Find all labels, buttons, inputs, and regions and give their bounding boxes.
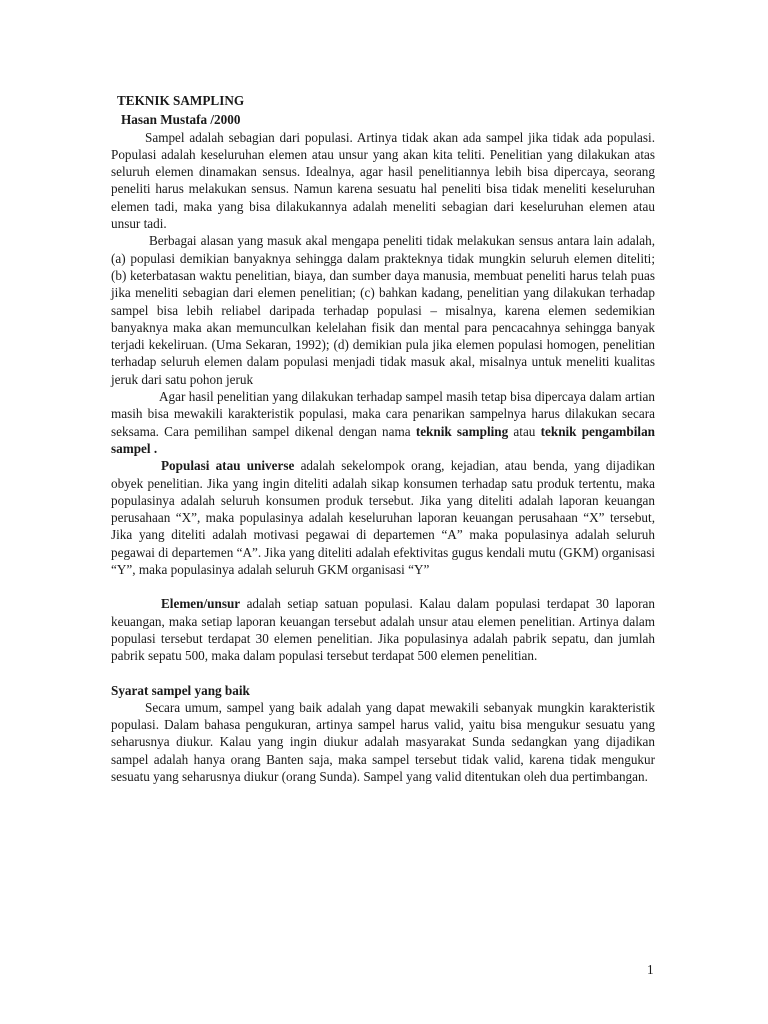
term-elemen-unsur: Elemen/unsur — [161, 596, 241, 612]
document-body — [111, 92, 655, 785]
term-populasi: Populasi atau universe — [161, 458, 295, 474]
paragraph-good-sample: Secara umum, sampel yang baik adalah yang dapat mewakili sebanyak mungkin karakteristik populasi. Dalam bahasa pengukuran, artinya sampel harus valid, yaitu bisa mengukur sesuatu yang seharusnya diukur. Kalau yang ingin diukur adalah masyarakat Sunda sedangkan yang dijadikan sampel adalah hanya orang Banten saja, maka sampel tersebut tidak valid, karena tidak mengukur sesuatu yang seharusnya diukur (orang Sunda). Sampel yang valid ditentukan oleh dua pertimbangan. — [111, 699, 655, 784]
section-heading: Syarat sampel yang baik — [111, 682, 250, 698]
paragraph-population — [111, 457, 655, 578]
term-teknik-sampling: teknik sampling — [415, 423, 509, 439]
page-number: 1 — [647, 962, 654, 977]
paragraph-gap — [111, 578, 655, 595]
paragraph-sampling-technique — [111, 388, 655, 457]
paragraph-text: Agar hasil penelitian yang dilakukan terhadap sampel masih tetap bisa dipercaya dalam artian masih bisa mewakili karakteristik populasi, maka cara penarikan sampelnya harus dilakukan secara seksama. Cara pemilihan sampel dikenal dengan nama — [111, 389, 655, 439]
document-author: Hasan Mustafa /2000 — [121, 112, 241, 128]
paragraph-gap — [111, 665, 655, 682]
paragraph-reasons: Berbagai alasan yang masuk akal mengapa peneliti tidak melakukan sensus antara lain adalah,(a) populasi demikian banyaknya sehingga dalam prakteknya tidak mungkin seluruh elemen diteliti; (b) keterbatasan waktu penelitian, biaya, dan sumber daya manusia, membuat peneliti harus telah puas jika meneliti sebagian dari elemen penelitian; (c) bahkan kadang, penelitian yang dilakukan terhadap sampel bisa lebih reliabel daripada terhadap populasi – misalnya, karena elemen sedemikian banyaknya maka akan memunculkan kelelahan fisik dan mental para pencacahnya sehingga banyak terjadi kekeliruan. (Uma Sekaran, 1992); (d) demikian pula jika elemen populasi homogen, penelitian terhadap seluruh elemen dalam populasi menjadi tidak masuk akal, misalnya untuk meneliti kualitas jeruk dari satu pohon jeruk — [111, 233, 655, 387]
paragraph-text: atau — [508, 423, 541, 439]
paragraph-intro: Sampel adalah sebagian dari populasi. Artinya tidak akan ada sampel jika tidak ada populasi. Populasi adalah keseluruhan elemen atau unsur yang akan kita teliti. Penelitian yang dilakukan atas seluruh elemen dinamakan sensus. Idealnya, agar hasil penelitiannya lebih bisa dipercaya, seorang peneliti harus melakukan sensus. Namun karena sesuatu hal peneliti bisa tidak meneliti keseluruhan elemen tadi, maka yang bisa dilakukannya adalah meneliti sebagian dari keseluruhan elemen atau unsur tadi. — [111, 129, 655, 232]
paragraph-text: adalah sekelompok orang, kejadian, atau benda, yang dijadikan obyek penelitian. Jika yang ingin diteliti adalah sikap konsumen terhadap satu produk tertentu, maka populasinya adalah seluruh konsumen produk tersebut. Jika yang diteliti adalah laporan keuangan perusahaan “X”, maka populasinya adalah keseluruhan laporan keuangan perusahaan “X” tersebut, Jika yang diteliti adalah motivasi pegawai di departemen “A” maka populasinya adalah seluruh pegawai di departemen “A”. Jika yang diteliti adalah efektivitas gugus kendali mutu (GKM) organisasi “Y”, maka populasinya adalah seluruh GKM organisasi “Y” — [111, 458, 655, 578]
term-teknik-pengambilan-sampel: teknik pengambilan sampel . — [111, 423, 656, 456]
paragraph-text: adalah setiap satuan populasi. Kalau dalam populasi terdapat 30 laporan keuangan, maka setiap laporan keuangan tersebut adalah unsur atau elemen penelitian. Artinya dalam populasi tersebut terdapat 30 elemen penelitian. Jika populasinya adalah pabrik sepatu, dan jumlah pabrik sepatu 500, maka dalam populasi tersebut terdapat 500 elemen penelitian. — [111, 596, 655, 664]
document-title: TEKNIK SAMPLING — [117, 93, 245, 108]
paragraph-element — [111, 595, 655, 664]
